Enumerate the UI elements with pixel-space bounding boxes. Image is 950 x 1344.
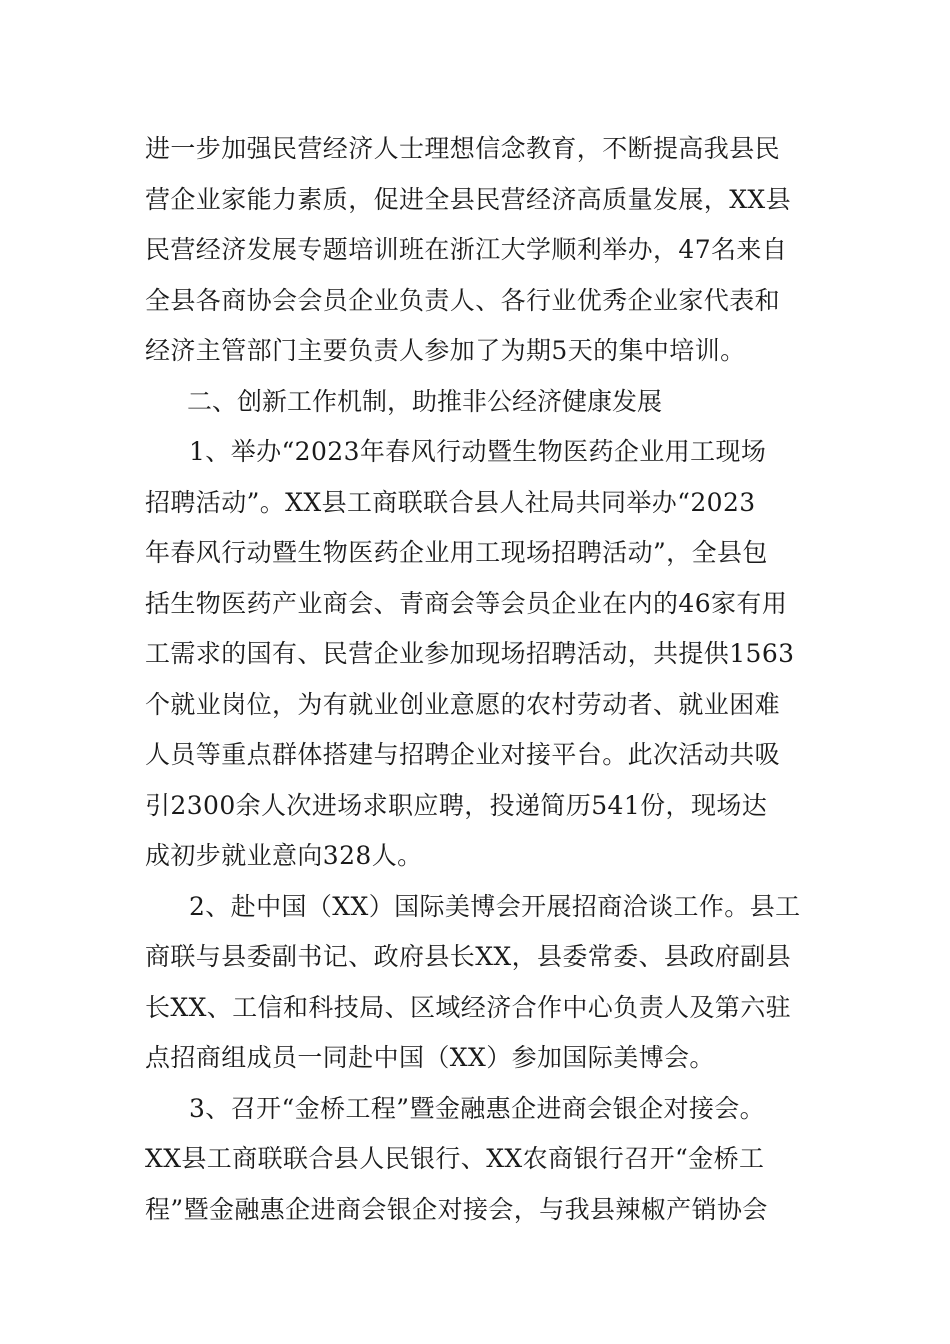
paragraph-line: 个就业岗位，为有就业创业意愿的农村劳动者、就业困难 (145, 689, 781, 719)
section-heading: 二、创新工作机制，助推非公经济健康发展 (187, 386, 663, 416)
paragraph-line: 营企业家能力素质，促进全县民营经济高质量发展，XX县 (145, 184, 791, 214)
paragraph-line: XX县工商联联合县人民银行、XX农商银行召开“金桥工 (145, 1144, 765, 1173)
document-body (145, 124, 815, 1235)
paragraph-line: 民营经济发展专题培训班在浙江大学顺利举办，47名来自 (145, 235, 788, 264)
paragraph-line: 长XX、工信和科技局、区域经济合作中心负责人及第六驻 (145, 992, 791, 1022)
paragraph-line: 工需求的国有、民营企业参加现场招聘活动，共提供1563 (145, 639, 795, 668)
paragraph-line: 招聘活动”。XX县工商联联合县人社局共同举办“2023 (145, 487, 756, 517)
paragraph-line: 2、赴中国（XX）国际美博会开展招商洽谈工作。县工 (189, 891, 801, 921)
paragraph-line: 点招商组成员一同赴中国（XX）参加国际美博会。 (145, 1043, 715, 1072)
paragraph-line: 商联与县委副书记、政府县长XX，县委常委、县政府副县 (145, 942, 791, 971)
paragraph-line: 人员等重点群体搭建与招聘企业对接平台。此次活动共吸 (145, 740, 781, 769)
paragraph-line: 程”暨金融惠企进商会银企对接会，与我县辣椒产销协会 (145, 1194, 768, 1224)
paragraph-line: 经济主管部门主要负责人参加了为期5天的集中培训。 (145, 336, 746, 365)
paragraph-line: 1、举办“2023年春风行动暨生物医药企业用工现场 (189, 437, 767, 466)
paragraph-line: 年春风行动暨生物医药企业用工现场招聘活动”，全县包 (145, 538, 768, 567)
paragraph-line: 进一步加强民营经济人士理想信念教育，不断提高我县民 (145, 134, 781, 163)
paragraph-line: 括生物医药产业商会、青商会等会员企业在内的46家有用 (145, 588, 788, 618)
paragraph-line: 3、召开“金桥工程”暨金融惠企进商会银企对接会。 (189, 1093, 766, 1123)
paragraph-line: 成初步就业意向328人。 (145, 841, 423, 870)
paragraph-line: 引2300余人次进场求职应聘，投递简历541份，现场达 (145, 790, 768, 820)
paragraph-line: 全县各商协会会员企业负责人、各行业优秀企业家代表和 (145, 285, 781, 315)
